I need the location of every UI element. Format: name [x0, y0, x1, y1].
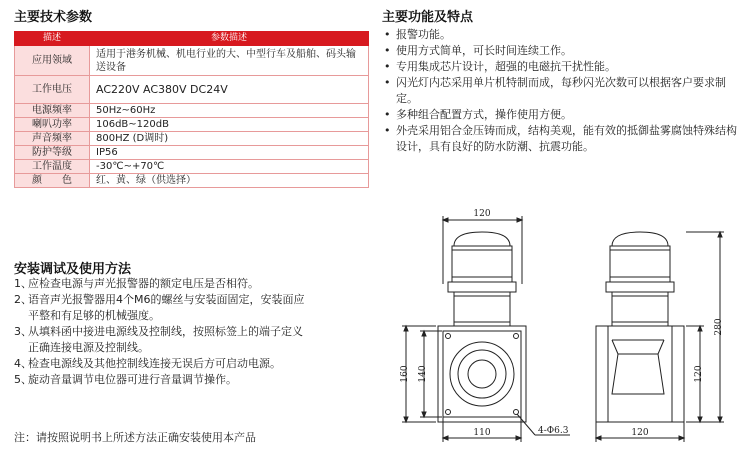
bullet: • [384, 44, 391, 57]
item-number: 5、 [14, 373, 32, 386]
spec-key: 电源频率 [15, 104, 90, 118]
spec-value: AC220V AC380V DC24V [90, 76, 369, 104]
list-item [382, 75, 744, 107]
list-item-text: 旋动音量调节电位器可进行音量调节操作。 [28, 373, 237, 386]
table-row [15, 104, 369, 118]
functions-list [382, 27, 744, 155]
list-item-text: 专用集成芯片设计，超强的电磁抗干扰性能。 [396, 60, 616, 73]
spec-value: 800HZ (D调时) [90, 132, 369, 146]
table-row [15, 174, 369, 188]
list-item-text: 外壳采用铝合金压铸而成，结构美观，能有效的抵御盐雾腐蚀特殊结构设计，具有良好的防水防潮、抗震功能。 [396, 124, 737, 153]
spec-header-row [15, 32, 369, 46]
list-item-text: 多种组合配置方式，操作使用方便。 [396, 108, 572, 121]
spec-header-desc: 描述 [15, 32, 90, 46]
dim-height-140: 140 [418, 365, 428, 383]
list-item [14, 324, 374, 356]
spec-value: IP56 [90, 146, 369, 160]
front-view [402, 216, 570, 442]
spec-key: 工作电压 [15, 76, 90, 104]
install-list [14, 276, 374, 388]
spec-key: 声音频率 [15, 132, 90, 146]
side-view [596, 232, 724, 442]
dim-bottom-110: 110 [473, 428, 491, 438]
spec-value: 106dB~120dB [90, 118, 369, 132]
list-item-text: 语音声光报警器用4个M6的螺丝与安装面固定，安装面应 [28, 293, 305, 306]
dim-height-160: 160 [400, 365, 410, 383]
list-item [14, 372, 374, 388]
spec-value: 适用于港务机械、机电行业的大、中型行车及船舶、码头输送设备 [90, 46, 369, 76]
list-item [382, 27, 744, 43]
item-number: 2、 [14, 293, 32, 306]
list-item-text: 使用方式简单，可长时间连续工作。 [396, 44, 572, 57]
list-item-text-cont: 正确连接电源及控制线。 [28, 341, 149, 354]
list-item-text: 闪光灯内芯采用单片机特制而成，每秒闪光次数可以根据客户要求制定。 [396, 76, 726, 105]
list-item [14, 292, 374, 324]
bullet: • [384, 124, 391, 137]
list-item [14, 276, 374, 292]
functions-title: 主要功能及特点 [382, 10, 474, 25]
table-row [15, 76, 369, 104]
item-number: 3、 [14, 325, 32, 338]
dim-side-280: 280 [714, 318, 724, 336]
dim-top-120: 120 [473, 209, 491, 219]
list-item-text: 从填料函中接进电源线及控制线，按照标签上的端子定义 [28, 325, 303, 338]
list-item [382, 123, 744, 155]
spec-header-param: 参数描述 [90, 32, 369, 46]
list-item-text: 应检查电源与声光报警器的额定电压是否相符。 [28, 277, 259, 290]
item-number: 1、 [14, 277, 32, 290]
item-number: 4、 [14, 357, 32, 370]
table-row [15, 46, 369, 76]
spec-table [14, 31, 369, 188]
bullet: • [384, 60, 391, 73]
spec-key: 防护等级 [15, 146, 90, 160]
dim-hole-spec: 4-Φ6.3 [538, 426, 569, 436]
bullet: • [384, 28, 391, 41]
dim-side-120-v: 120 [694, 365, 704, 383]
list-item [382, 59, 744, 75]
table-row [15, 132, 369, 146]
list-item-text: 报警功能。 [396, 28, 451, 41]
usage-note: 注：请按照说明书上所述方法正确安装使用本产品 [14, 431, 256, 444]
list-item-text-cont: 平整和有足够的机械强度。 [28, 309, 160, 322]
spec-key: 工作温度 [15, 160, 90, 174]
spec-key: 喇叭功率 [15, 118, 90, 132]
table-row [15, 118, 369, 132]
spec-key: 颜 色 [15, 174, 90, 188]
spec-value: -30℃~+70℃ [90, 160, 369, 174]
list-item-text: 检查电源线及其他控制线连接无误后方可启动电源。 [28, 357, 281, 370]
dim-side-120-h: 120 [631, 428, 649, 438]
list-item [14, 356, 374, 372]
table-row [15, 146, 369, 160]
list-item [382, 107, 744, 123]
install-title: 安装调试及使用方法 [14, 262, 132, 277]
spec-value: 红、黄、绿（供选择） [90, 174, 369, 188]
bullet: • [384, 108, 391, 121]
dimension-drawing [390, 204, 735, 449]
bullet: • [384, 76, 391, 89]
spec-key: 应用领域 [15, 46, 90, 76]
spec-value: 50Hz~60Hz [90, 104, 369, 118]
table-row [15, 160, 369, 174]
list-item [382, 43, 744, 59]
spec-title: 主要技术参数 [14, 10, 93, 25]
